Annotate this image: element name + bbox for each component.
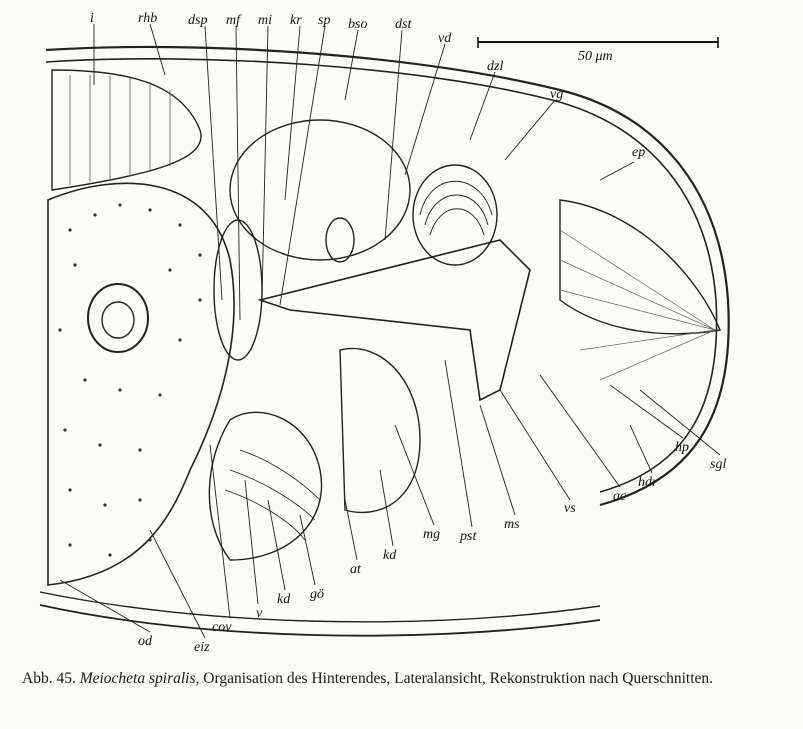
ovary-cell-mass (48, 183, 234, 585)
scale-bar (478, 37, 718, 64)
label-mi: mi (258, 13, 272, 28)
label-dsp: dsp (188, 13, 208, 28)
figure-caption (22, 668, 782, 690)
label-vg: vg (550, 87, 564, 102)
label-ac: ac (613, 489, 627, 504)
scale-bar-label: 50 μm (578, 49, 613, 64)
label-bso: bso (348, 17, 368, 32)
label-ms: ms (504, 517, 520, 532)
caption-prefix: Abb. 45. (22, 670, 76, 687)
label-go: gö (310, 587, 324, 602)
label-ep: ep (632, 145, 646, 160)
intestine (52, 70, 201, 190)
label-rhb: rhb (138, 11, 158, 26)
label-sp: sp (318, 13, 331, 28)
label-kd-upper: kd (383, 548, 397, 563)
label-pst: pst (460, 529, 477, 544)
caption-species: Meiocheta spiralis (79, 670, 196, 687)
label-mf: mf (226, 13, 240, 28)
label-od: od (138, 634, 152, 649)
label-dst: dst (395, 17, 412, 32)
label-kd-lower: kd (277, 592, 291, 607)
label-vd: vd (438, 31, 452, 46)
label-v: v (256, 606, 263, 621)
caption-text: , Organisation des Hinterendes, Lateralansicht, Rekonstruktion nach Querschnitten. (195, 670, 714, 687)
label-hp: hp (675, 440, 689, 455)
female-organs (209, 348, 420, 560)
label-cov: cov (212, 620, 232, 635)
label-hdr: hdr (638, 475, 658, 490)
label-kr: kr (290, 13, 302, 28)
label-sgl: sgl (710, 457, 727, 472)
label-vs: vs (564, 501, 576, 516)
label-mg: mg (423, 527, 441, 542)
label-at: at (350, 562, 361, 577)
label-leaders (60, 24, 720, 638)
male-organs (214, 120, 720, 400)
label-eiz: eiz (194, 640, 210, 655)
label-dzl: dzl (487, 59, 504, 74)
label-i: i (90, 11, 94, 26)
